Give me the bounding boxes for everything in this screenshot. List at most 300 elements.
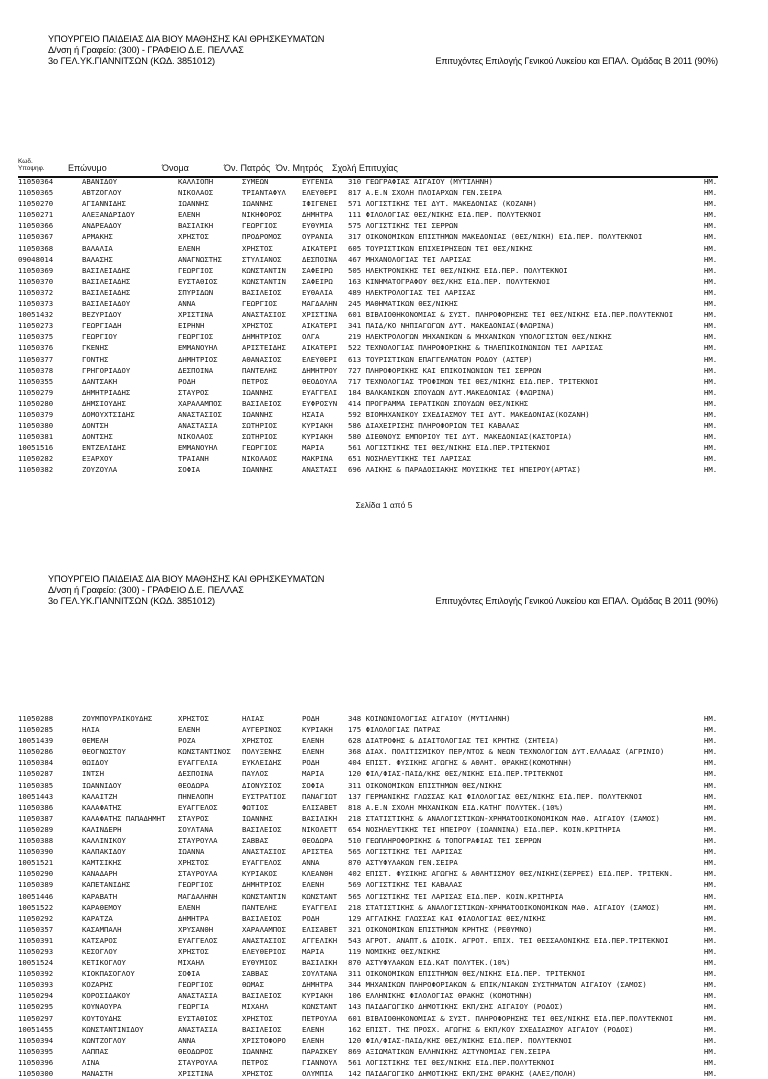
surname: ΚΑΤΣΑΡΟΣ (82, 935, 118, 945)
candidate-code: 11050270 (18, 199, 54, 209)
column-code: Κωδ. Υποψηφ. (18, 158, 45, 172)
school-of-admission: 162 ΕΠΙΣΤ. ΤΗΣ ΠΡΟΣΧ. ΑΓΩΓΗΣ & ΕΚΠ/ΚΟΥ ΣΧΕΔΙΑΣΜΟΥ ΑΙΓΑΙΟΥ (ΡΟΔΟΣ) (348, 1024, 634, 1034)
school-of-admission: 317 ΟΙΚΟΝΟΜΙΚΩΝ ΕΠΙΣΤΗΜΩΝ ΜΑΚΕΔΟΝΙΑΣ (ΘΕΣ/ΝΙΚΗ) ΕΙΔ.ΠΕΡ. ΠΟΛΥΤΕΚΝΟΙ (348, 232, 643, 242)
candidate-code: 10051455 (18, 1024, 54, 1034)
first-name: ΙΩΑΝΝΑ (178, 847, 205, 857)
surname: ΚΑΜΤΣΙΚΗΣ (82, 858, 122, 868)
page-2 (0, 568, 768, 1078)
table-row (18, 757, 728, 768)
mother-name: ΜΑΡΙΑ (302, 443, 324, 453)
surname: ΚΑΠΕΤΑΝΙΔΗΣ (82, 880, 131, 890)
candidate-code: 11050282 (18, 454, 54, 464)
surname: ΓΕΩΡΓΙΑΔΗ (82, 321, 122, 331)
mother-name: ΣΟΥΛΤΑΝΑ (302, 969, 338, 979)
status-mark: ΗΜ. (704, 287, 718, 297)
school-of-admission: 111 ΦΙΛΟΛΟΓΙΑΣ ΘΕΣ/ΝΙΚΗΣ ΕΙΔ.ΠΕΡ. ΠΟΛΥΤΕΚΝΟΙ (348, 210, 542, 220)
report-title: Επιτυχόντες Επιλογής Γενικού Λυκείου και ΕΠΑΛ. Ομάδας Β 2011 (90%) (435, 56, 718, 66)
surname: ΔΟΝΤΣΗ (82, 421, 109, 431)
father-name: ΓΕΩΡΓΙΟΣ (242, 221, 278, 231)
candidate-code: 11050289 (18, 824, 54, 834)
mother-name: ΕΛΕΝΗ (302, 736, 324, 746)
father-name: ΑΘΑΝΑΣΙΟΣ (242, 354, 282, 364)
candidate-code: 11050290 (18, 869, 54, 879)
school-of-admission: 717 ΤΕΧΝΟΛΟΓΙΑΣ ΤΡΟΦΙΜΩΝ ΤΕΙ ΘΕΣ/ΝΙΚΗΣ ΕΙΔ.ΠΕΡ. ΤΡΙΤΕΚΝΟΙ (348, 376, 599, 386)
table-row (18, 331, 728, 342)
first-name: ΕΜΜΑΝΟΥΗΛ (178, 443, 218, 453)
first-name: ΓΕΩΡΓΙΟΣ (178, 332, 214, 342)
table-row (18, 265, 728, 276)
father-name: ΝΙΚΗΦΟΡΟΣ (242, 210, 282, 220)
table-row (18, 813, 728, 824)
table-row (18, 209, 728, 220)
page-header (48, 574, 324, 607)
table-row (18, 276, 728, 287)
results-table-page-1 (18, 176, 728, 476)
school-of-admission: 654 ΝΟΣΗΛΕΥΤΙΚΗΣ ΤΕΙ ΗΠΕΙΡΟΥ (ΙΩΑΝΝΙΝΑ) ΕΙΔ.ΠΕΡ. ΚΟΙΝ.ΚΡΙΤΗΡΙΑ (348, 824, 621, 834)
father-name: ΚΩΝΣΤΑΝΤΙΝ (242, 891, 286, 901)
status-mark: ΗΜ. (704, 747, 718, 757)
surname: ΒΑΛΑΛΙΑ (82, 243, 113, 253)
candidate-code: 11050394 (18, 1035, 54, 1045)
first-name: ΚΑΛΛΙΟΠΗ (178, 177, 214, 186)
father-name: ΙΩΑΝΝΗΣ (242, 199, 273, 209)
father-name: ΒΑΣΙΛΕΙΟΣ (242, 824, 282, 834)
mother-name: ΡΟΔΗ (302, 913, 320, 923)
father-name: ΑΥΓΕΡΙΝΟΣ (242, 725, 282, 735)
first-name: ΡΟΖΑ (178, 736, 196, 746)
surname: ΒΑΣΙΛΕΙΑΔΟΥ (82, 299, 131, 309)
candidate-code: 11050372 (18, 287, 54, 297)
surname: ΒΑΛΑΣΗΣ (82, 254, 113, 264)
school-of-admission: 601 ΒΙΒΛΙΟΘΗΚΟΝΟΜΙΑΣ & ΣΥΣΤ. ΠΛΗΡΟΦΟΡΗΣΗΣ ΤΕΙ ΘΕΣ/ΝΙΚΗΣ ΕΙΔ.ΠΕΡ.ΠΟΛΥΤΕΚΝΟΙ (348, 1013, 674, 1023)
table-row (18, 768, 728, 779)
first-name: ΓΕΩΡΓΙΟΣ (178, 265, 214, 275)
table-row (18, 354, 728, 365)
surname: ΕΝΤΖΕΛΙΔΗΣ (82, 443, 126, 453)
table-row (18, 254, 728, 265)
school-of-admission: 561 ΛΟΓΙΣΤΙΚΗΣ ΤΕΙ ΘΕΣ/ΝΙΚΗΣ ΕΙΔ.ΠΕΡ.ΤΡΙΤΕΚΝΟΙ (348, 443, 551, 453)
father-name: ΠΡΟΔΡΟΜΟΣ (242, 232, 282, 242)
status-mark: ΗΜ. (704, 188, 718, 198)
status-mark: ΗΜ. (704, 958, 718, 968)
table-row (18, 176, 728, 187)
mother-name: ΑΡΙΣΤΕΑ (302, 847, 333, 857)
status-mark: ΗΜ. (704, 758, 718, 768)
table-row (18, 387, 728, 398)
school-of-admission: 489 ΗΛΕΚΤΡΟΛΟΓΙΑΣ ΤΕΙ ΛΑΡΙΣΑΣ (348, 287, 476, 297)
table-row (18, 891, 728, 902)
school-of-admission: 311 ΟΙΚΟΝΟΜΙΚΩΝ ΕΠΙΣΤΗΜΩΝ ΘΕΣ/ΝΙΚΗΣ (348, 780, 502, 790)
first-name: ΙΩΑΝΝΗΣ (178, 199, 209, 209)
first-name: ΣΟΥΛΤΑΝΑ (178, 824, 214, 834)
school-of-admission: 565 ΛΟΓΙΣΤΙΚΗΣ ΤΕΙ ΛΑΡΙΣΑΣ (348, 847, 463, 857)
table-row (18, 376, 728, 387)
father-name: ΠΑΝΤΕΛΗΣ (242, 902, 278, 912)
table-row (18, 198, 728, 209)
candidate-code: 10051446 (18, 891, 54, 901)
status-mark: ΗΜ. (704, 454, 718, 464)
status-mark: ΗΜ. (704, 802, 718, 812)
candidate-code: 10051524 (18, 958, 54, 968)
father-name: ΒΑΣΙΛΕΙΟΣ (242, 991, 282, 1001)
candidate-code: 09048014 (18, 254, 54, 264)
candidate-code: 10051521 (18, 858, 54, 868)
mother-name: ΕΛΙΣΑΒΕΤ (302, 802, 338, 812)
status-mark: ΗΜ. (704, 935, 718, 945)
first-name: ΕΙΡΗΝΗ (178, 321, 205, 331)
school-of-admission: 818 Α.Ε.Ν ΣΧΟΛΗ ΜΗΧΑΝΙΚΩΝ ΕΙΔ.ΚΑΤΗΓ ΠΟΛΥΤΕΚ.(10%) (348, 802, 564, 812)
first-name: ΑΝΑΓΝΩΣΤΗΣ (178, 254, 222, 264)
table-row (18, 924, 728, 935)
school-of-admission: 817 Α.Ε.Ν ΣΧΟΛΗ ΠΛΟΙΑΡΧΩΝ ΓΕΝ.ΣΕΙΡΑ (348, 188, 502, 198)
school-of-admission: 605 ΤΟΥΡΙΣΤΙΚΩΝ ΕΠΙΧΕΙΡΗΣΕΩΝ ΤΕΙ ΘΕΣ/ΝΙΚΗΣ (348, 243, 533, 253)
candidate-code: 11050365 (18, 188, 54, 198)
first-name: ΣΟΦΙΑ (178, 465, 200, 475)
school-of-admission: 543 ΑΓΡΟΤ. ΑΝΑΠΤ.& ΔΙΟΙΚ. ΑΓΡΟΤ. ΕΠΙΧ. ΤΕΙ ΘΕΣΣΑΛΟΝΙΚΗΣ ΕΙΔ.ΠΕΡ.ΤΡΙΤΕΚΝΟΙ (348, 935, 669, 945)
candidate-code: 11050367 (18, 232, 54, 242)
father-name: ΣΤΥΛΙΑΝΟΣ (242, 254, 282, 264)
surname: ΓΟΝΤΗΣ (82, 354, 109, 364)
status-mark: ΗΜ. (704, 847, 718, 857)
status-mark: ΗΜ. (704, 354, 718, 364)
surname: ΚΑΛΑΦΑΤΗΣ ΠΑΠΑΔΗΜΗΤ (82, 813, 166, 823)
first-name: ΘΕΟΔΩΡΟΣ (178, 1046, 214, 1056)
page-header (48, 34, 324, 67)
school-of-admission: 565 ΛΟΓΙΣΤΙΚΗΣ ΤΕΙ ΛΑΡΙΣΑΣ ΕΙΔ.ΠΕΡ. ΚΟΙΝ.ΚΡΙΤΗΡΙΑ (348, 891, 564, 901)
first-name: ΧΡΙΣΤΙΝΑ (178, 310, 214, 320)
mother-name: ΕΥΘΥΜΙΑ (302, 221, 333, 231)
surname: ΚΑΡΑΤΖΑ (82, 913, 113, 923)
candidate-code: 11050375 (18, 332, 54, 342)
candidate-code: 11050381 (18, 432, 54, 442)
table-row (18, 309, 728, 320)
table-row (18, 913, 728, 924)
father-name: ΧΡΗΣΤΟΣ (242, 321, 273, 331)
status-mark: ΗΜ. (704, 232, 718, 242)
surname: ΑΒΑΝΙΔΟΥ (82, 177, 118, 186)
first-name: ΕΛΕΝΗ (178, 210, 200, 220)
father-name: ΒΑΣΙΛΕΙΟΣ (242, 287, 282, 297)
first-name: ΑΝΑΣΤΑΣΙΑ (178, 1024, 218, 1034)
surname: ΛΙΝΑ (82, 1057, 100, 1067)
mother-name: ΒΑΣΙΛΙΚΗ (302, 813, 338, 823)
status-mark: ΗΜ. (704, 1013, 718, 1023)
school-of-admission: 561 ΛΟΓΙΣΤΙΚΗΣ ΤΕΙ ΘΕΣ/ΝΙΚΗΣ ΕΙΔ.ΠΕΡ.ΠΟΛΥΤΕΚΝΟΙ (348, 1057, 555, 1067)
status-mark: ΗΜ. (704, 221, 718, 231)
school-line: 3ο ΓΕΛ.ΥΚ.ΓΙΑΝΝΙΤΣΩΝ (ΚΩΔ. 3851012) (48, 56, 215, 66)
mother-name: ΔΗΜΗΤΡΟΥ (302, 365, 338, 375)
first-name: ΧΑΡΑΛΑΜΠΟΣ (178, 398, 222, 408)
table-row (18, 409, 728, 420)
first-name: ΕΥΑΓΓΕΛΙΑ (178, 758, 218, 768)
mother-name: ΕΛΕΝΗ (302, 880, 324, 890)
table-row (18, 802, 728, 813)
mother-name: ΑΝΝΑ (302, 858, 320, 868)
mother-name: ΜΑΓΔΑΛΗΝ (302, 299, 338, 309)
father-name: ΚΩΝΣΤΑΝΤΙΝ (242, 276, 286, 286)
mother-name: ΚΥΡΙΑΚΗ (302, 421, 333, 431)
candidate-code: 11050391 (18, 935, 54, 945)
first-name: ΓΕΩΡΓΙΟΣ (178, 980, 214, 990)
candidate-code: 11050279 (18, 387, 54, 397)
status-mark: ΗΜ. (704, 769, 718, 779)
father-name: ΠΕΤΡΟΣ (242, 1057, 269, 1067)
table-row (18, 1001, 728, 1012)
status-mark: ΗΜ. (704, 443, 718, 453)
mother-name: ΚΥΡΙΑΚΗ (302, 991, 333, 1001)
school-of-admission: 348 ΚΟΙΝΩΝΙΟΛΟΓΙΑΣ ΑΙΓΑΙΟΥ (ΜΥΤΙΛΗΝΗ) (348, 714, 511, 723)
candidate-code: 10051439 (18, 736, 54, 746)
status-mark: ΗΜ. (704, 199, 718, 209)
table-row (18, 431, 728, 442)
status-mark: ΗΜ. (704, 343, 718, 353)
surname: ΚΑΣΑΜΠΑΛΗ (82, 924, 122, 934)
school-of-admission: 613 ΤΟΥΡΙΣΤΙΚΩΝ ΕΠΑΓΓΕΛΜΑΤΩΝ ΡΟΔΟΥ (ΑΣΤΕΡ) (348, 354, 533, 364)
first-name: ΔΕΣΠΟΙΝΑ (178, 769, 214, 779)
first-name: ΘΕΟΔΩΡΑ (178, 780, 209, 790)
first-name: ΧΡΗΣΤΟΣ (178, 946, 209, 956)
father-name: ΠΕΤΡΟΣ (242, 376, 269, 386)
surname: ΘΕΟΓΝΩΣΤΟΥ (82, 747, 126, 757)
first-name: ΣΤΑΥΡΟΣ (178, 387, 209, 397)
surname: ΒΑΣΙΛΕΙΑΔΗΣ (82, 276, 131, 286)
first-name: ΑΝΝΑ (178, 299, 196, 309)
mother-name: ΘΕΟΔΟΥΛΑ (302, 376, 338, 386)
candidate-code: 11050380 (18, 421, 54, 431)
first-name: ΑΝΝΑ (178, 1035, 196, 1045)
status-mark: ΗΜ. (704, 321, 718, 331)
school-of-admission: 592 ΒΙΟΜΗΧΑΝΙΚΟΥ ΣΧΕΔΙΑΣΜΟΥ ΤΕΙ ΔΥΤ. ΜΑΚΕΔΟΝΙΑΣ(ΚΟΖΑΝΗ) (348, 409, 590, 419)
first-name: ΔΕΣΠΟΙΝΑ (178, 365, 214, 375)
mother-name: ΟΛΥΜΠΙΑ (302, 1069, 333, 1078)
father-name: ΑΝΑΣΤΑΣΙΟΣ (242, 310, 286, 320)
status-mark: ΗΜ. (704, 299, 718, 309)
surname: ΖΟΥΖΟΥΛΑ (82, 465, 118, 475)
candidate-code: 11050390 (18, 847, 54, 857)
father-name: ΧΡΗΣΤΟΣ (242, 1069, 273, 1078)
first-name: ΑΝΑΣΤΑΣΙΑ (178, 991, 218, 1001)
candidate-code: 10051516 (18, 443, 54, 453)
status-mark: ΗΜ. (704, 398, 718, 408)
candidate-code: 11050288 (18, 714, 54, 723)
surname: ΖΟΥΜΠΟΥΡΛΙΚΟΥΔΗΣ (82, 714, 153, 723)
surname: ΑΝΔΡΕΑΔΟΥ (82, 221, 122, 231)
father-name: ΦΩΤΙΟΣ (242, 802, 269, 812)
father-name: ΒΑΣΙΛΕΙΟΣ (242, 1024, 282, 1034)
school-of-admission: 870 ΑΣΤΥΦΥΛΑΚΩΝ ΕΙΔ.ΚΑΤ ΠΟΛΥΤΕΚ.(10%) (348, 958, 511, 968)
candidate-code: 11050300 (18, 1069, 54, 1078)
page-number-footer: Σελίδα 1 από 5 (355, 500, 413, 510)
candidate-code: 11050280 (18, 398, 54, 408)
status-mark: ΗΜ. (704, 869, 718, 879)
school-of-admission: 218 ΣΤΑΤΙΣΤΙΚΗΣ & ΑΝΑΛΟΓΙΣΤΙΚΩΝ-ΧΡΗΜΑΤΟΟΙΚΟΝΟΜΙΚΩΝ ΜΑΘ. ΑΙΓΑΙΟΥ (ΣΑΜΟΣ) (348, 902, 660, 912)
candidate-code: 11050370 (18, 276, 54, 286)
candidate-code: 11050387 (18, 813, 54, 823)
table-row (18, 746, 728, 757)
surname: ΔΟΜΟΥΧΤΣΙΔΗΣ (82, 409, 135, 419)
father-name: ΒΑΣΙΛΕΙΟΣ (242, 913, 282, 923)
father-name: ΔΗΜΗΤΡΙΟΣ (242, 880, 282, 890)
first-name: ΑΝΑΣΤΑΣΙΑ (178, 421, 218, 431)
mother-name: ΡΟΔΗ (302, 758, 320, 768)
status-mark: ΗΜ. (704, 969, 718, 979)
table-row (18, 365, 728, 376)
table-row (18, 442, 728, 453)
candidate-code: 11050385 (18, 780, 54, 790)
first-name: ΧΡΗΣΤΟΣ (178, 714, 209, 723)
candidate-code: 11050379 (18, 409, 54, 419)
mother-name: ΑΙΚΑΤΕΡΙ (302, 343, 338, 353)
mother-name: ΟΥΡΑΝΙΑ (302, 232, 333, 242)
first-name: ΕΛΕΝΗ (178, 243, 200, 253)
status-mark: ΗΜ. (704, 836, 718, 846)
surname: ΘΕΜΕΛΗ (82, 736, 109, 746)
status-mark: ΗΜ. (704, 365, 718, 375)
first-name: ΧΡΥΣΑΝΘΗ (178, 924, 214, 934)
candidate-code: 11050285 (18, 725, 54, 735)
school-of-admission: 344 ΜΗΧΑΝΙΚΩΝ ΠΛΗΡΟΦΟΡΙΑΚΩΝ & ΕΠΙΚ/ΝΙΑΚΩΝ ΣΥΣΤΗΜΑΤΩΝ ΑΙΓΑΙΟΥ (ΣΑΜΟΣ) (348, 980, 647, 990)
candidate-code: 11050295 (18, 1002, 54, 1012)
mother-name: ΕΛΙΣΑΒΕΤ (302, 924, 338, 934)
surname: ΚΙΟΚΠΑΣΟΓΛΟΥ (82, 969, 135, 979)
surname: ΔΗΜΗΤΡΙΑΔΗΣ (82, 387, 131, 397)
candidate-code: 11050393 (18, 980, 54, 990)
surname: ΜΑΝΑΣΤΗ (82, 1069, 113, 1078)
status-mark: ΗΜ. (704, 924, 718, 934)
table-row (18, 968, 728, 979)
status-mark: ΗΜ. (704, 824, 718, 834)
first-name: ΣΠΥΡΙΔΩΝ (178, 287, 214, 297)
school-of-admission: 404 ΕΠΙΣΤ. ΦΥΣΙΚΗΣ ΑΓΩΓΗΣ & ΑΘΛΗΤ. ΘΡΑΚΗΣ(ΚΟΜΟΤΗΝΗ) (348, 758, 573, 768)
school-of-admission: 870 ΑΣΤΥΦΥΛΑΚΩΝ ΓΕΝ.ΣΕΙΡΑ (348, 858, 458, 868)
first-name: ΕΥΑΓΓΕΛΟΣ (178, 802, 218, 812)
school-of-admission: 696 ΛΑΙΚΗΣ & ΠΑΡΑΔΟΣΙΑΚΗΣ ΜΟΥΣΙΚΗΣ ΤΕΙ ΗΠΕΙΡΟΥ(ΑΡΤΑΣ) (348, 465, 581, 475)
candidate-code: 11050382 (18, 465, 54, 475)
father-name: ΧΡΗΣΤΟΣ (242, 736, 273, 746)
surname: ΒΑΣΙΛΕΙΑΔΗΣ (82, 265, 131, 275)
status-mark: ΗΜ. (704, 1057, 718, 1067)
candidate-code: 11050376 (18, 343, 54, 353)
first-name: ΕΛΕΝΗ (178, 725, 200, 735)
table-row (18, 724, 728, 735)
school-of-admission: 310 ΓΕΩΓΡΑΦΙΑΣ ΑΙΓΑΙΟΥ (ΜΥΤΙΛΗΝΗ) (348, 177, 493, 186)
table-row (18, 780, 728, 791)
first-name: ΝΙΚΟΛΑΟΣ (178, 188, 214, 198)
father-name: ΒΑΣΙΛΕΙΟΣ (242, 398, 282, 408)
school-of-admission: 175 ΦΙΛΟΛΟΓΙΑΣ ΠΑΤΡΑΣ (348, 725, 441, 735)
mother-name: ΠΑΝΑΓΙΩΤ (302, 791, 338, 801)
first-name: ΠΗΝΕΛΟΠΗ (178, 791, 214, 801)
surname: ΚΕΣΟΓΛΟΥ (82, 946, 118, 956)
table-row (18, 231, 728, 242)
status-mark: ΗΜ. (704, 1024, 718, 1034)
surname: ΙΩΑΝΝΙΔΟΥ (82, 780, 122, 790)
father-name: ΣΩΤΗΡΙΟΣ (242, 421, 278, 431)
status-mark: ΗΜ. (704, 421, 718, 431)
column-header-row (18, 158, 718, 176)
candidate-code: 11050355 (18, 376, 54, 386)
father-name: ΙΩΑΝΝΗΣ (242, 465, 273, 475)
school-of-admission: 522 ΤΕΧΝΟΛΟΓΙΑΣ ΠΛΗΡΟΦΟΡΙΚΗΣ & ΤΗΛΕΠΙΚΟΙΝΩΝΙΩΝ ΤΕΙ ΛΑΡΙΣΑΣ (348, 343, 603, 353)
mother-name: ΜΑΡΙΑ (302, 946, 324, 956)
status-mark: ΗΜ. (704, 409, 718, 419)
father-name: ΔΙΟΝΥΣΙΟΣ (242, 780, 282, 790)
candidate-code: 11050392 (18, 969, 54, 979)
status-mark: ΗΜ. (704, 1046, 718, 1056)
mother-name: ΟΛΓΑ (302, 332, 320, 342)
table-row (18, 735, 728, 746)
mother-name: ΜΑΡΙΑ (302, 769, 324, 779)
candidate-code: 11050396 (18, 1057, 54, 1067)
father-name: ΧΡΙΣΤΟΦΟΡΟ (242, 1035, 286, 1045)
table-row (18, 1024, 728, 1035)
school-of-admission: 727 ΠΛΗΡΟΦΟΡΙΚΗΣ ΚΑΙ ΕΠΙΚΟΙΝΩΝΙΩΝ ΤΕΙ ΣΕΡΡΩΝ (348, 365, 542, 375)
mother-name: ΕΥΦΡΟΣΥΝ (302, 398, 338, 408)
report-title: Επιτυχόντες Επιλογής Γενικού Λυκείου και ΕΠΑΛ. Ομάδας Β 2011 (90%) (435, 596, 718, 606)
father-name: ΕΥΚΛΕΙΔΗΣ (242, 758, 282, 768)
father-name: ΝΙΚΟΛΑΟΣ (242, 454, 278, 464)
surname: ΒΕΖΥΡΙΔΟΥ (82, 310, 122, 320)
table-row (18, 857, 728, 868)
status-mark: ΗΜ. (704, 736, 718, 746)
father-name: ΕΥΑΓΓΕΛΟΣ (242, 858, 282, 868)
school-of-admission: 137 ΓΕΡΜΑΝΙΚΗΣ ΓΛΩΣΣΑΣ ΚΑΙ ΦΙΛΟΛΟΓΙΑΣ ΘΕΣ/ΝΙΚΗΣ ΕΙΔ.ΠΕΡ. ΠΟΛΥΤΕΚΝΟΙ (348, 791, 643, 801)
mother-name: ΚΥΡΙΑΚΗ (302, 432, 333, 442)
first-name: ΒΑΣΙΛΙΚΗ (178, 221, 214, 231)
table-row (18, 879, 728, 890)
school-of-admission: 120 ΦΙΛ/ΦΙΑΣ-ΠΑΙΔ/ΚΗΣ ΘΕΣ/ΝΙΚΗΣ ΕΙΔ.ΠΕΡ. ΠΟΛΥΤΕΚΝΟΙ (348, 1035, 573, 1045)
mother-name: ΠΑΡΑΣΚΕΥ (302, 1046, 338, 1056)
father-name: ΓΕΩΡΓΙΟΣ (242, 299, 278, 309)
surname: ΛΑΠΠΑΣ (82, 1046, 109, 1056)
mother-name: ΔΗΜΗΤΡΑ (302, 980, 333, 990)
surname: ΔΟΝΤΣΗΣ (82, 432, 113, 442)
father-name: ΓΕΩΡΓΙΟΣ (242, 443, 278, 453)
school-of-admission: 467 ΜΗΧΑΝΟΛΟΓΙΑΣ ΤΕΙ ΛΑΡΙΣΑΣ (348, 254, 472, 264)
surname: ΚΕΤΙΚΟΓΛΟΥ (82, 958, 126, 968)
status-mark: ΗΜ. (704, 276, 718, 286)
mother-name: ΑΓΓΕΛΙΚΗ (302, 935, 338, 945)
school-of-admission: 628 ΔΙΑΤΡΟΦΗΣ & ΔΙΑΙΤΟΛΟΓΙΑΣ ΤΕΙ ΚΡΗΤΗΣ (ΣΗΤΕΙΑ) (348, 736, 559, 746)
table-row (18, 1013, 728, 1024)
father-name: ΕΥΘΥΜΙΟΣ (242, 958, 278, 968)
mother-name: ΕΛΕΝΗ (302, 1035, 324, 1045)
table-row (18, 420, 728, 431)
mother-name: ΚΩΝΣΤΑΝΤ (302, 891, 338, 901)
first-name: ΑΝΑΣΤΑΣΙΟΣ (178, 409, 222, 419)
father-name: ΧΑΡΑΛΑΜΠΟΣ (242, 924, 286, 934)
table-row (18, 1057, 728, 1068)
table-row (18, 791, 728, 802)
candidate-code: 11050286 (18, 747, 54, 757)
results-table-page-2 (18, 713, 728, 1079)
first-name: ΜΙΧΑΗΛ (178, 958, 205, 968)
status-mark: ΗΜ. (704, 725, 718, 735)
candidate-code: 11050395 (18, 1046, 54, 1056)
mother-name: ΡΟΔΗ (302, 714, 320, 723)
school-of-admission: 651 ΝΟΣΗΛΕΥΤΙΚΗΣ ΤΕΙ ΛΑΡΙΣΑΣ (348, 454, 472, 464)
father-name: ΙΩΑΝΝΗΣ (242, 813, 273, 823)
office-line: Δ/νση ή Γραφείο: (300) - ΓΡΑΦΕΙΟ Δ.Ε. ΠΕΛΛΑΣ (48, 45, 244, 55)
mother-name: ΕΛΕΥΘΕΡΙ (302, 188, 338, 198)
school-of-admission: 120 ΦΙΛ/ΦΙΑΣ-ΠΑΙΔ/ΚΗΣ ΘΕΣ/ΝΙΚΗΣ ΕΙΔ.ΠΕΡ.ΤΡΙΤΕΚΝΟΙ (348, 769, 564, 779)
school-of-admission: 143 ΠΑΙΔΑΓΩΓΙΚΟ ΔΗΜΟΤΙΚΗΣ ΕΚΠ/ΣΗΣ ΑΙΓΑΙΟΥ (ΡΟΔΟΣ) (348, 1002, 564, 1012)
mother-name: ΕΛΕΥΘΕΡΙ (302, 354, 338, 364)
mother-name: ΣΟΦΙΑ (302, 780, 324, 790)
mother-name: ΜΑΚΡΙΝΑ (302, 454, 333, 464)
mother-name: ΑΙΚΑΤΕΡΙ (302, 321, 338, 331)
status-mark: ΗΜ. (704, 265, 718, 275)
